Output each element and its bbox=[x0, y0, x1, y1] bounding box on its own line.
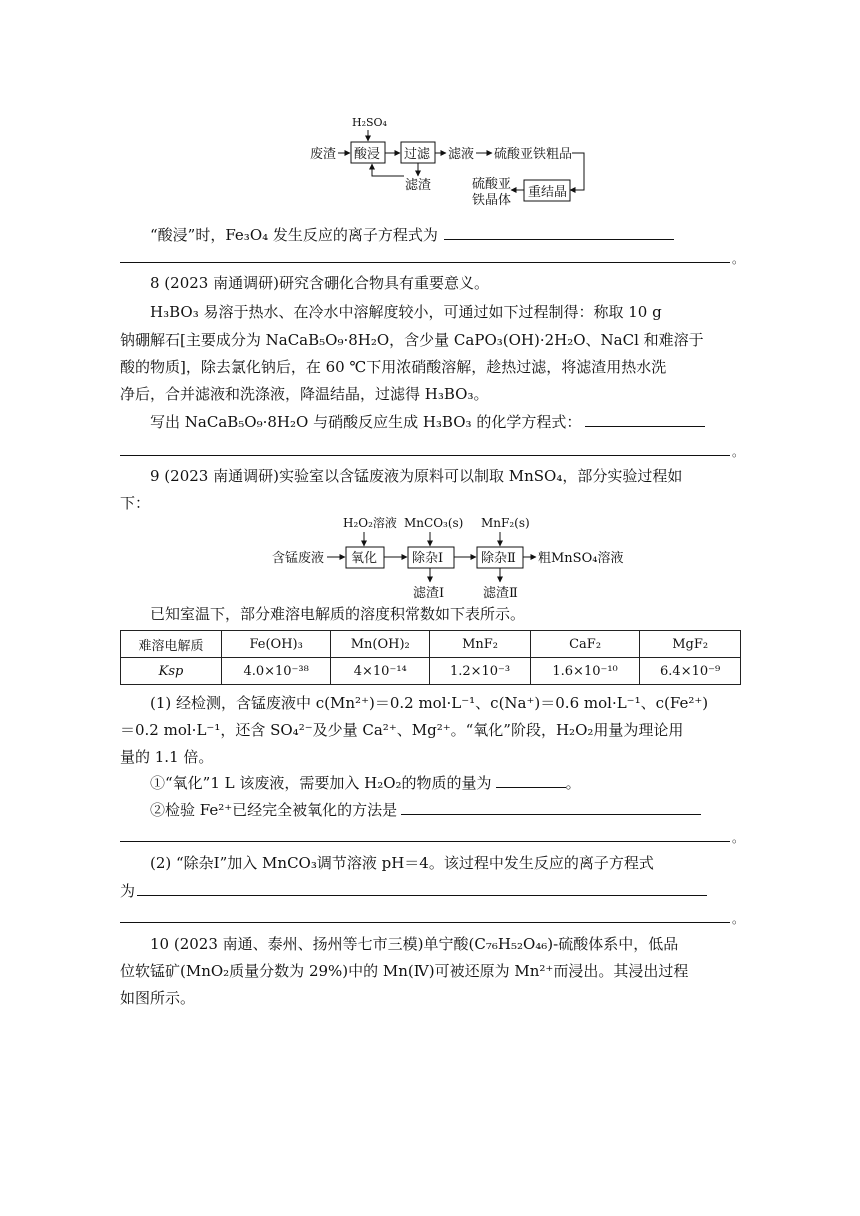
q9-sub2-blank[interactable] bbox=[401, 800, 701, 815]
q9-part2-answer-line[interactable] bbox=[120, 922, 730, 923]
box-remove-impurity-1-label: 除杂Ⅰ bbox=[412, 551, 444, 566]
q10-line3: 如图所示。 bbox=[120, 989, 196, 1007]
output-crude-mnso4: 粗MnSO₄溶液 bbox=[538, 551, 624, 566]
q9-sub1-blank[interactable] bbox=[496, 773, 566, 788]
q9-part2-line1: (2) “除杂Ⅰ”加入 MnCO₃调节溶液 pH＝4。该过程中发生反应的离子方程式 bbox=[150, 854, 654, 872]
residue-1-label: 滤渣Ⅰ bbox=[413, 586, 445, 601]
q8-paragraph-line2: 钠硼解石[主要成分为 NaCaB₅O₉·8H₂O，含少量 CaPO₃(OH)·2H₂O、NaCl 和难溶于 bbox=[120, 331, 704, 349]
box-recrystallize-label: 重结晶 bbox=[528, 185, 568, 200]
table-cell: 6.4×10⁻⁹ bbox=[640, 658, 741, 685]
q9-part2-text: 为 bbox=[120, 882, 136, 900]
residue-2-label: 滤渣Ⅱ bbox=[483, 586, 518, 601]
filtrate-label: 滤液 bbox=[448, 147, 475, 162]
q9-sub1-text: ①“氧化”1 L 该废液，需要加入 H₂O₂的物质的量为 bbox=[150, 774, 492, 792]
q9-part1-line3: 量的 1.1 倍。 bbox=[120, 748, 214, 766]
q8-paragraph-line3: 酸的物质]，除去氯化钠后，在 60 ℃下用浓硝酸溶解，趁热过滤，将滤渣用热水洗 bbox=[120, 358, 667, 376]
residue-label: 滤渣 bbox=[405, 178, 432, 193]
product-label-line1: 硫酸亚 bbox=[472, 177, 512, 192]
q9-part1-line2: ＝0.2 mol·L⁻¹，还含 SO₄²⁻及少量 Ca²⁺、Mg²⁺。“氧化”阶段，H₂O₂用量为理论用 bbox=[120, 721, 684, 739]
box-filter-label: 过滤 bbox=[404, 147, 431, 162]
q9-sub2-text: ②检验 Fe²⁺已经完全被氧化的方法是 bbox=[150, 801, 398, 819]
q9-sub2-line bbox=[120, 800, 740, 820]
q9-part2-blank[interactable] bbox=[137, 881, 707, 896]
q7-question-text: “酸浸”时，Fe₃O₄ 发生反应的离子方程式为 bbox=[150, 226, 438, 244]
table-header-cell: CaF₂ bbox=[530, 631, 639, 658]
q9-sub1-line bbox=[120, 773, 740, 793]
q10-line2: 位软锰矿(MnO₂质量分数为 29%)中的 Mn(Ⅳ)可被还原为 Mn²⁺而浸出。其浸出过程 bbox=[120, 962, 689, 980]
table-header-cell: Fe(OH)₃ bbox=[222, 631, 331, 658]
table-cell: 4.0×10⁻³⁸ bbox=[222, 658, 331, 685]
q9-header-line2: 下： bbox=[120, 494, 151, 512]
q9-part2-end-mark: 。 bbox=[732, 912, 745, 926]
reagent-mnco3: MnCO₃(s) bbox=[404, 516, 464, 530]
q8-paragraph-line4: 净后，合并滤液和洗涤液，降温结晶，过滤得 H₃BO₃。 bbox=[120, 385, 489, 403]
box-acid-leach-label: 酸浸 bbox=[354, 147, 381, 162]
reagent-h2so4: H₂SO₄ bbox=[352, 116, 387, 129]
table-header-cell: 难溶电解质 bbox=[121, 631, 222, 658]
q9-sub2-answer-line[interactable] bbox=[120, 841, 730, 842]
table-row-label bbox=[121, 658, 222, 685]
q9-header-line1: 9 (2023 南通调研)实验室以含锰废液为原料可以制取 MnSO₄，部分实验过程如 bbox=[150, 467, 683, 485]
q8-end-mark: 。 bbox=[732, 445, 745, 459]
q9-sub2-end-mark: 。 bbox=[732, 831, 745, 845]
table-row bbox=[121, 658, 741, 685]
q8-paragraph-line1: H₃BO₃ 易溶于热水、在冷水中溶解度较小，可通过如下过程制得：称取 10 g bbox=[150, 303, 662, 321]
table-cell: 1.6×10⁻¹⁰ bbox=[530, 658, 639, 685]
q9-part2-line2 bbox=[120, 881, 740, 901]
crude-product-label: 硫酸亚铁粗品 bbox=[494, 147, 573, 162]
table-cell: 1.2×10⁻³ bbox=[430, 658, 531, 685]
ksp-symbol: Ksp bbox=[158, 663, 184, 679]
ksp-table bbox=[120, 630, 741, 685]
table-cell: 4×10⁻¹⁴ bbox=[331, 658, 430, 685]
input-waste-residue: 废渣 bbox=[310, 147, 337, 162]
q9-part1-line1: (1) 经检测，含锰废液中 c(Mn²⁺)＝0.2 mol·L⁻¹、c(Na⁺)＝0.6 mol·L⁻¹、c(Fe²⁺) bbox=[150, 694, 709, 712]
box-oxidize-label: 氧化 bbox=[351, 551, 378, 566]
table-header-cell: MgF₂ bbox=[640, 631, 741, 658]
q7-end-mark: 。 bbox=[732, 252, 745, 266]
box-remove-impurity-2-label: 除杂Ⅱ bbox=[481, 551, 516, 566]
product-label-line2: 铁晶体 bbox=[472, 193, 512, 208]
table-header-cell: Mn(OH)₂ bbox=[331, 631, 430, 658]
q10-line1: 10 (2023 南通、泰州、扬州等七市三模)单宁酸(C₇₆H₅₂O₄₆)-硫酸体系中，低品 bbox=[150, 935, 679, 953]
table-header-row bbox=[121, 631, 741, 658]
q8-question-text: 写出 NaCaB₅O₉·8H₂O 与硝酸反应生成 H₃BO₃ 的化学方程式： bbox=[150, 413, 582, 431]
q8-header: 8 (2023 南通调研)研究含硼化合物具有重要意义。 bbox=[150, 274, 489, 292]
reagent-mnf2: MnF₂(s) bbox=[481, 516, 530, 530]
q9-sub1-end: 。 bbox=[565, 774, 581, 792]
table-header-cell: MnF₂ bbox=[430, 631, 531, 658]
input-mn-waste: 含锰废液 bbox=[272, 551, 325, 566]
q9-table-intro: 已知室温下，部分难溶电解质的溶度积常数如下表所示。 bbox=[150, 605, 526, 623]
reagent-h2o2: H₂O₂溶液 bbox=[343, 516, 397, 530]
